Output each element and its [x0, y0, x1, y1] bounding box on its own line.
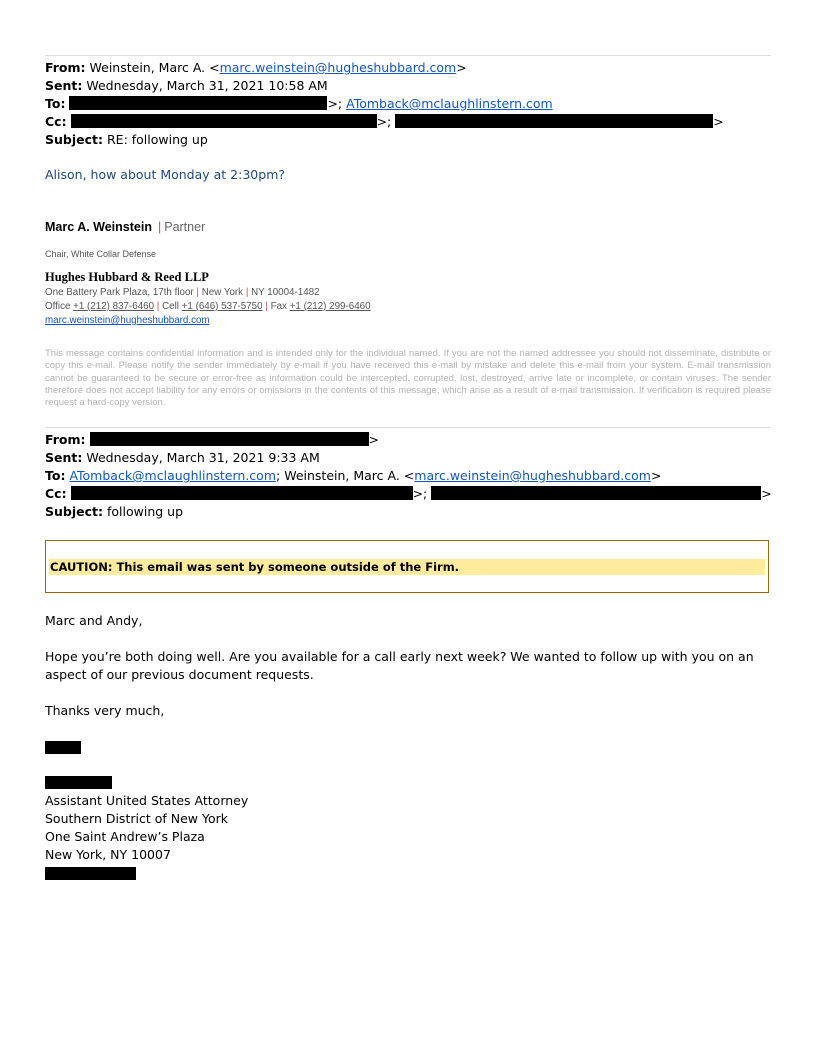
email1-from-line	[45, 59, 467, 77]
from-email-link[interactable]: marc.weinstein@hugheshubbard.com	[219, 60, 457, 75]
signature-name: Marc A. Weinstein	[45, 220, 152, 234]
email1-cc-line	[45, 113, 724, 131]
sent-value: Wednesday, March 31, 2021 10:58 AM	[86, 78, 328, 93]
subject-value: following up	[106, 504, 184, 519]
signature-address-block	[45, 286, 371, 314]
top-divider	[45, 55, 771, 56]
office-phone-link[interactable]: +1 (212) 837-6460	[73, 301, 155, 312]
email1-subject-line	[45, 131, 208, 149]
redaction-box	[45, 867, 136, 880]
signature-address	[45, 286, 371, 300]
sent-value: Wednesday, March 31, 2021 9:33 AM	[86, 450, 320, 465]
from-close: >	[368, 432, 379, 447]
separator: |	[157, 220, 162, 234]
separator: |	[196, 287, 199, 298]
address-street: One Battery Park Plaza, 17th floor	[45, 287, 194, 298]
signature-office: Southern District of New York	[45, 811, 228, 826]
email2-sent-line	[45, 449, 320, 467]
signature-email	[45, 315, 210, 326]
caution-text: CAUTION: This email was sent by someone outside of the Firm.	[49, 559, 765, 575]
email2-to-line	[45, 467, 661, 485]
redaction-box	[431, 486, 761, 500]
cell-label: Cell	[162, 301, 179, 312]
cc-label: Cc:	[45, 486, 67, 501]
address-state-zip: NY 10004-1482	[251, 287, 320, 298]
cc-close: >	[713, 114, 724, 129]
email2-cc-line	[45, 485, 772, 503]
signature-firm: Hughes Hubbard & Reed LLP	[45, 270, 209, 284]
from-label: From:	[45, 60, 86, 75]
to-label: To:	[45, 468, 66, 483]
signature-city: New York, NY 10007	[45, 847, 171, 862]
address-city: New York	[201, 287, 244, 298]
email1-to-line	[45, 95, 553, 113]
redaction-box	[71, 114, 377, 128]
email2-subject-line	[45, 503, 183, 521]
cc-sep: >;	[412, 486, 432, 501]
from-name: Weinstein, Marc A. <	[89, 60, 220, 75]
separator: |	[156, 301, 160, 312]
to-email-link-2[interactable]: marc.weinstein@hugheshubbard.com	[414, 468, 651, 483]
to-email-link[interactable]: ATomback@mclaughlinstern.com	[346, 96, 553, 111]
fax-label: Fax	[270, 301, 287, 312]
office-label: Office	[45, 301, 71, 312]
to-label: To:	[45, 96, 66, 111]
subject-label: Subject:	[45, 132, 103, 147]
from-label: From:	[45, 432, 86, 447]
redaction-box	[71, 486, 413, 500]
sent-label: Sent:	[45, 78, 83, 93]
signature-street: One Saint Andrew’s Plaza	[45, 829, 205, 844]
redaction-box	[90, 432, 369, 446]
email2-from-line	[45, 431, 379, 449]
separator: |	[265, 301, 268, 312]
to-close: >	[650, 468, 662, 483]
email1-sent-line	[45, 77, 328, 95]
subject-value: RE: following up	[106, 132, 208, 147]
redaction-box	[45, 776, 112, 789]
signature-role: Partner	[164, 220, 206, 234]
redaction-box	[69, 96, 327, 110]
cc-sep: >;	[376, 114, 396, 129]
signature-title: Assistant United States Attorney	[45, 793, 249, 808]
section-divider	[45, 427, 771, 428]
cc-close: >	[761, 486, 772, 501]
to-sep: >;	[327, 96, 347, 111]
body-paragraph: Hope you’re both doing well. Are you available for a call early next week? We wanted to follow up with you on an aspect of our previous document requests.	[45, 649, 754, 682]
reply-text: Alison, how about Monday at 2:30pm?	[45, 167, 286, 182]
sent-label: Sent:	[45, 450, 83, 465]
signature-chair: Chair, White Collar Defense	[45, 249, 157, 259]
closing: Thanks very much,	[45, 703, 165, 718]
cc-label: Cc:	[45, 114, 67, 129]
to-email-link[interactable]: ATomback@mclaughlinstern.com	[69, 468, 277, 483]
from-close: >	[456, 60, 467, 75]
cell-phone-link[interactable]: +1 (646) 537-5750	[181, 301, 263, 312]
confidentiality-disclaimer: This message contains confidential information and is intended only for the individual named. If you are not the named addressee you should not disseminate, distribute or copy this e-mail. Please notify the sender immediately by e-mail if you have received this e-mail by mistake and delete this e-mail from your system. E-mail transmission cannot be guaranteed to be secure or error-free as information could be intercepted, corrupted, lost, destroyed, arrive late or incomplete, or contain viruses. The sender therefore does not accept liability for any errors or omissions in the contents of this message, which arise as a result of e-mail transmission. If verification is required please request a hard-copy version.	[45, 348, 771, 409]
signature-email-link[interactable]: marc.weinstein@hugheshubbard.com	[45, 315, 210, 326]
signature-phones	[45, 300, 371, 314]
subject-label: Subject:	[45, 504, 103, 519]
caution-banner	[45, 540, 769, 593]
separator: |	[245, 287, 249, 298]
to-mid: ; Weinstein, Marc A. <	[276, 468, 415, 483]
redaction-box	[45, 741, 81, 754]
fax-phone-link[interactable]: +1 (212) 299-6460	[289, 301, 371, 312]
signature-name-line	[45, 219, 205, 235]
redaction-box	[395, 114, 713, 128]
greeting: Marc and Andy,	[45, 613, 143, 628]
